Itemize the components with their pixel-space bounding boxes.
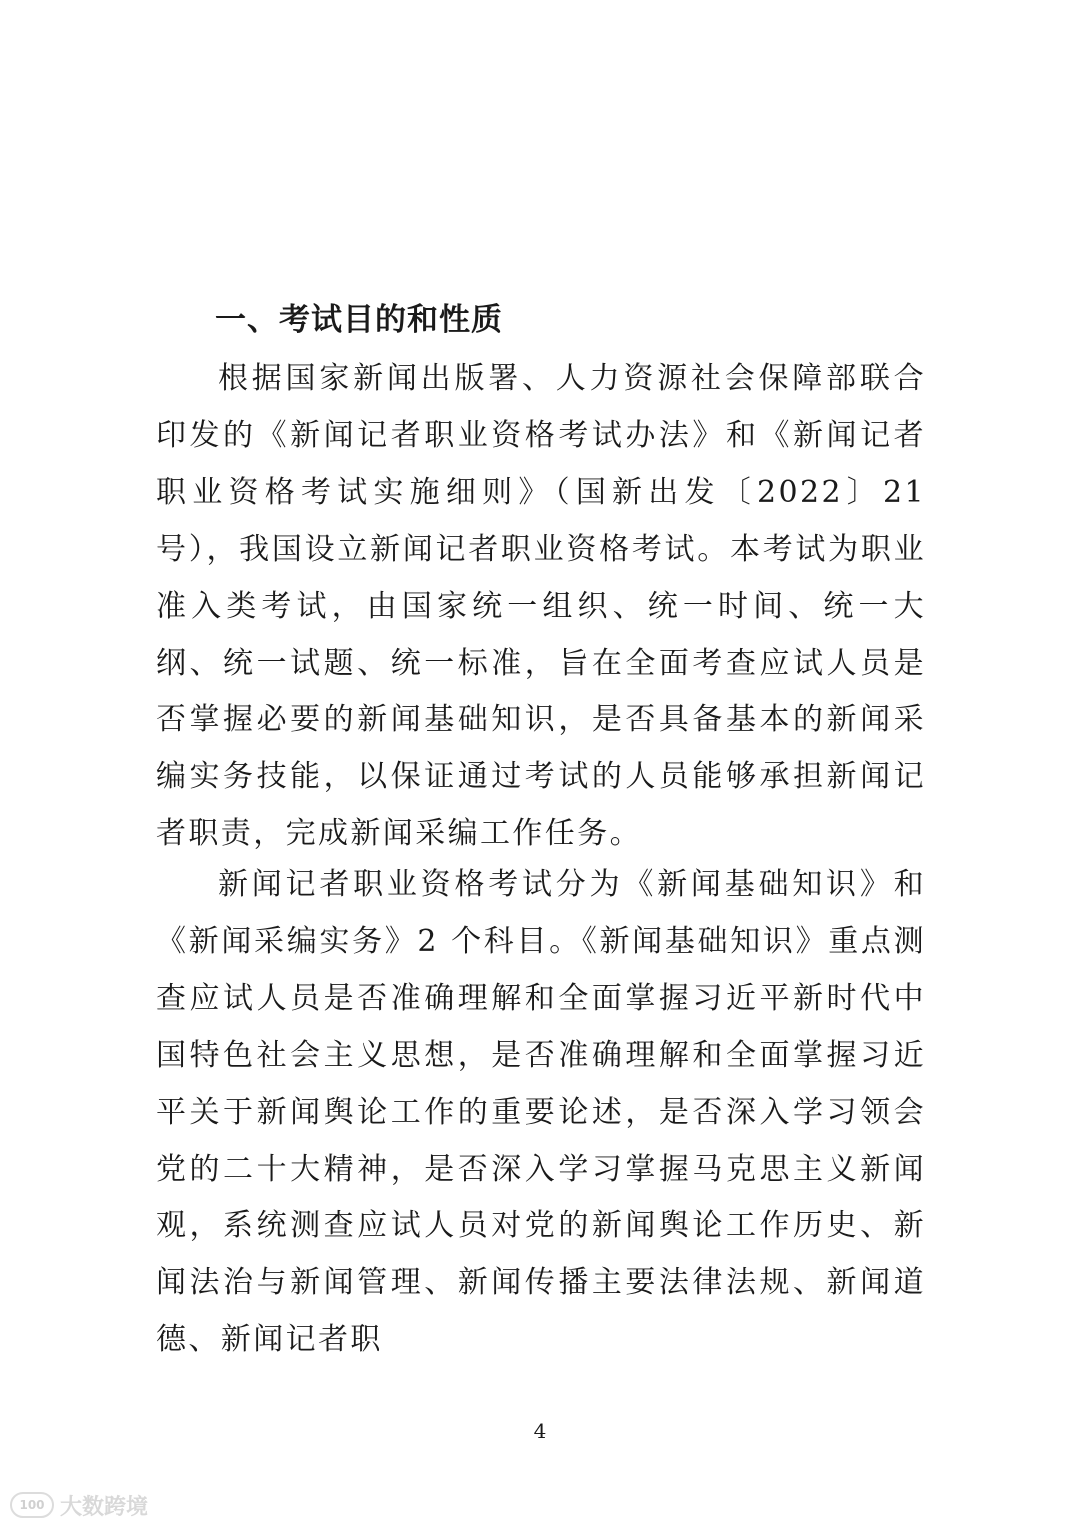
watermark xyxy=(10,1490,148,1520)
body-paragraph-2: 新闻记者职业资格考试分为《新闻基础知识》和《新闻采编实务》2 个科目。《新闻基础知识》重点测查应试人员是否准确理解和全面掌握习近平新时代中国特色社会主义思想，是否准确理解和全面掌握习近平关于新闻舆论工作的重要论述，是否深入学习领会党的二十大精神，是否深入学习掌握马克思主义新闻观，系统测查应试人员对党的新闻舆论工作历史、新闻法治与新闻管理、新闻传播主要法律法规、新闻道德、新闻记者职 xyxy=(156,867,926,1358)
section-heading: 一、考试目的和性质 xyxy=(215,302,503,338)
body-paragraph-1: 根据国家新闻出版署、人力资源社会保障部联合印发的《新闻记者职业资格考试办法》和《新闻记者职业资格考试实施细则》（国新出发〔2022〕21 号），我国设立新闻记者职业资格考试。本考试为职业准入类考试，由国家统一组织、统一时间、统一大纲、统一试题、统一标准，旨在全面考查应试人员是否掌握必要的新闻基础知识，是否具备基本的新闻采编实务技能，以保证通过考试的人员能够承担新闻记者职责，完成新闻采编工作任务。 xyxy=(156,361,926,852)
watermark-text: 大数跨境 xyxy=(60,1494,149,1520)
page-number: 4 xyxy=(533,1419,547,1443)
watermark-logo-icon: 100 xyxy=(10,1492,54,1518)
